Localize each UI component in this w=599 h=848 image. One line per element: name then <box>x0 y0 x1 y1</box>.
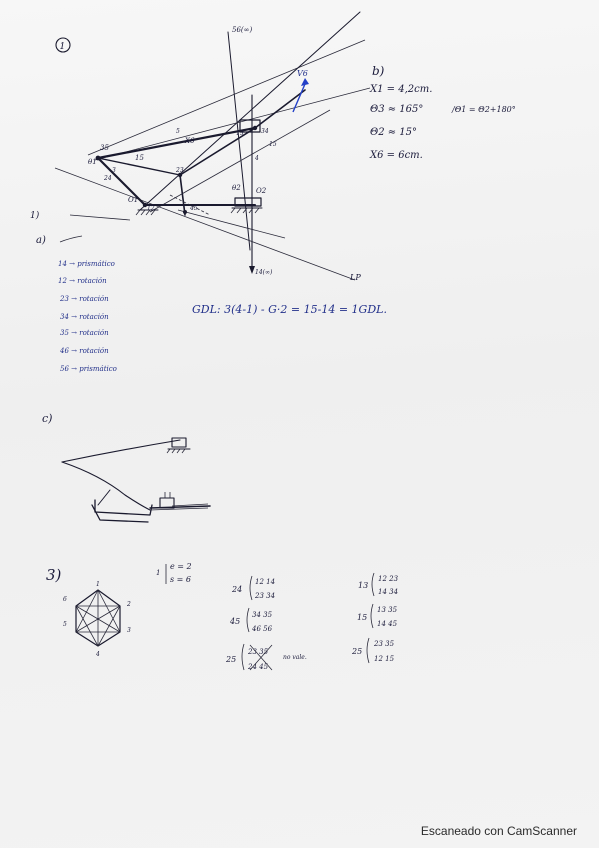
group-25-invalid <box>225 644 307 671</box>
group-b: 23 34 <box>255 592 276 600</box>
joint-12: 12 → rotación <box>58 277 107 285</box>
label-13: 13 <box>236 130 244 137</box>
param-relation: /Θ1 = Θ2+180° <box>452 105 516 114</box>
joint-list <box>58 260 117 373</box>
group-head: 13 <box>358 581 369 590</box>
label-4: 4 <box>255 155 259 162</box>
label-45: 45 <box>190 205 198 212</box>
label-23: 23 <box>176 167 184 174</box>
part-a-number: 1) <box>30 211 40 221</box>
node-4: 4 <box>96 651 100 658</box>
eq-s: s = 6 <box>170 575 191 584</box>
joint-35: 35 → rotación <box>60 329 109 337</box>
node-3: 3 <box>127 627 131 634</box>
group-13 <box>358 573 399 596</box>
group-head: 45 <box>230 617 241 626</box>
group-b: 14 34 <box>378 588 399 596</box>
parameter-list <box>369 84 516 161</box>
group-a: 12 23 <box>378 575 399 583</box>
label-x6: X6 <box>185 137 195 145</box>
part-a-label: a) <box>36 235 46 246</box>
group-head: 15 <box>357 613 368 622</box>
param-theta2: Θ2 ≈ 15° <box>370 127 418 138</box>
label-3: 3 <box>112 167 116 174</box>
label-5: 5 <box>176 128 180 135</box>
joint-14: 14 → prismático <box>58 260 115 268</box>
group-a: 23 35 <box>248 648 269 656</box>
eq-prefix: 1 <box>156 569 161 577</box>
label-35: 35 <box>100 144 109 152</box>
label-theta2: θ2 <box>232 184 241 192</box>
group-a: 13 35 <box>377 606 398 614</box>
gdl-equation: GDL: 3(4-1) - G·2 = 15-14 = 1GDL. <box>192 303 387 316</box>
eq-e: e = 2 <box>170 562 192 571</box>
part-c-label: c) <box>42 412 53 425</box>
label-b: b) <box>372 64 385 78</box>
node-5: 5 <box>63 621 67 628</box>
group-head: 24 <box>232 585 243 594</box>
label-24: 24 <box>104 175 112 182</box>
mechanism-diagram <box>55 12 385 282</box>
group-24 <box>231 576 275 600</box>
node-1: 1 <box>96 581 100 588</box>
label-theta1: θ1 <box>88 158 97 166</box>
group-note: no vale. <box>283 654 307 661</box>
node-2: 2 <box>127 601 131 608</box>
velocity-label-bottom: 14(∞) <box>255 269 273 276</box>
group-head: 25 <box>226 655 237 664</box>
hexagon-graph <box>63 581 131 658</box>
scanner-footer: Escaneado con CamScanner <box>420 824 577 838</box>
param-x6: X6 = 6cm. <box>370 150 423 161</box>
joint-46: 46 → rotación <box>60 347 109 355</box>
label-15: 15 <box>135 154 144 162</box>
joint-56: 56 → prismático <box>60 365 117 373</box>
label-lp: LP <box>350 273 361 282</box>
group-head: 25 <box>352 647 363 656</box>
group-b: 46 56 <box>252 625 273 633</box>
joint-23: 23 → rotación <box>60 295 109 303</box>
group-25 <box>351 638 395 663</box>
node-6: 6 <box>63 596 67 603</box>
joint-34: 34 → rotación <box>60 313 109 321</box>
equation-block <box>156 562 192 584</box>
group-a: 23 35 <box>374 640 395 648</box>
problem-number: 1 <box>59 42 66 52</box>
group-15 <box>357 604 398 628</box>
blue-vector-label: V6 <box>297 69 308 78</box>
group-b: 24 45 <box>248 663 269 671</box>
group-a: 12 14 <box>255 578 276 586</box>
label-o1: O1 <box>128 196 139 204</box>
label-o2: O2 <box>256 187 267 195</box>
label-15b: 15 <box>269 141 277 148</box>
velocity-label-top: 56(∞) <box>232 26 253 34</box>
group-b: 14 45 <box>377 620 398 628</box>
param-theta3: Θ3 ≈ 165° <box>370 104 424 115</box>
sketch-c <box>62 438 210 522</box>
label-34: 34 <box>261 128 269 135</box>
group-45 <box>229 608 273 633</box>
label-12: 12 <box>147 205 155 212</box>
group-a: 34 35 <box>252 611 273 619</box>
param-x1: X1 = 4,2cm. <box>370 84 433 95</box>
problem3-label: 3) <box>46 566 62 584</box>
group-b: 12 15 <box>374 655 395 663</box>
